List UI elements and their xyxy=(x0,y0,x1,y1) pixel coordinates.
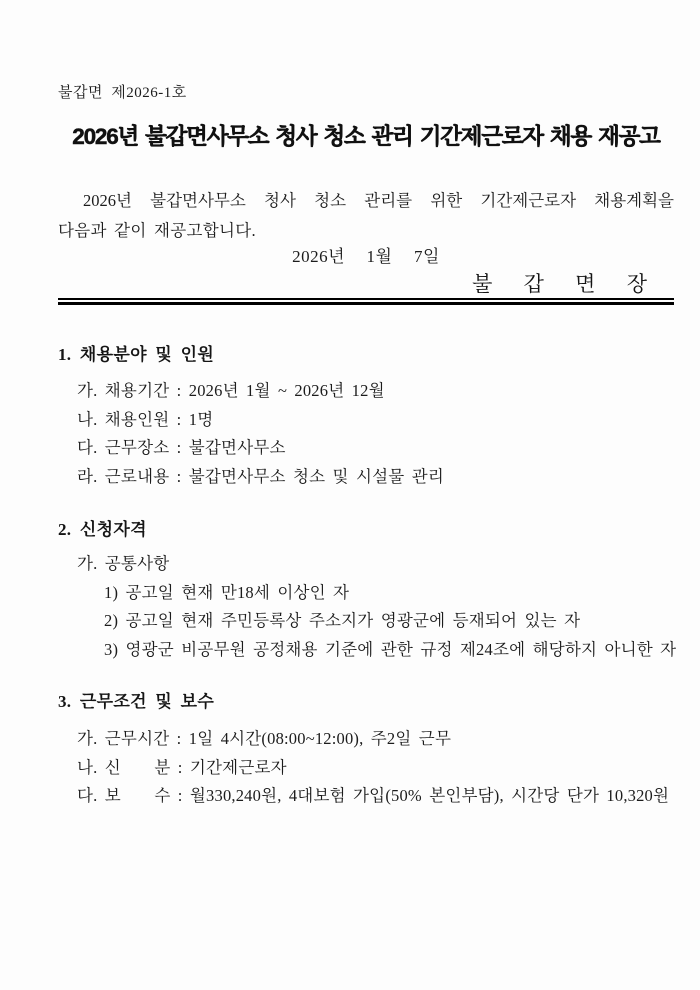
section-2-subitem-regulation: 3) 영광군 비공무원 공정채용 기준에 관한 규정 제24조에 해당하지 아니한 자 xyxy=(104,639,677,659)
section-3-item-status: 나. 신 분 : 기간제근로자 xyxy=(77,757,287,777)
intro-line-2: 다음과 같이 재공고합니다. xyxy=(58,221,256,240)
section-3-heading: 3. 근무조건 및 보수 xyxy=(58,692,215,711)
section-1-item-period: 가. 채용기간 : 2026년 1월 ~ 2026년 12월 xyxy=(77,381,385,400)
section-3-items xyxy=(58,725,674,811)
section-2-item-common: 가. 공통사항 xyxy=(77,554,170,573)
section-2-subitem-age: 1) 공고일 현재 만18세 이상인 자 xyxy=(104,582,350,602)
doc-number: 불갑면 제2026-1호 xyxy=(58,85,187,101)
section-3-item-pay: 다. 보 수 : 월330,240원, 4대보험 가입(50% 본인부담), 시간당 단가 10,320원 xyxy=(77,786,670,805)
section-1-heading: 1. 채용분야 및 인원 xyxy=(58,345,215,364)
section-conditions-pay xyxy=(58,692,674,811)
section-2-heading: 2. 신청자격 xyxy=(58,520,147,539)
section-2-subitem-residency: 2) 공고일 현재 주민등록상 주소지가 영광군에 등재되어 있는 자 xyxy=(104,611,581,630)
section-3-item-hours: 가. 근무시간 : 1일 4시간(08:00~12:00), 주2일 근무 xyxy=(77,729,452,748)
intro-paragraph xyxy=(58,186,674,246)
doc-title: 2026년 불갑면사무소 청사 청소 관리 기간제근로자 채용 재공고 xyxy=(72,124,660,149)
section-1-item-workplace: 다. 근무장소 : 불갑면사무소 xyxy=(77,438,286,457)
section-1-item-headcount: 나. 채용인원 : 1명 xyxy=(77,409,214,429)
section-1-items xyxy=(58,377,674,491)
intro-line-1: 2026년 불갑면사무소 청사 청소 관리를 위한 기간제근로자 채용계획을 xyxy=(83,191,674,210)
signer-title: 불 갑 면 장 xyxy=(472,272,648,296)
section-eligibility xyxy=(58,520,677,664)
doc-date: 2026년 1월 7일 xyxy=(292,247,440,266)
section-recruitment-field xyxy=(58,345,674,491)
section-1-item-duties: 라. 근로내용 : 불갑면사무소 청소 및 시설물 관리 xyxy=(77,466,445,486)
section-2-items xyxy=(58,550,677,664)
double-rule xyxy=(58,298,674,305)
